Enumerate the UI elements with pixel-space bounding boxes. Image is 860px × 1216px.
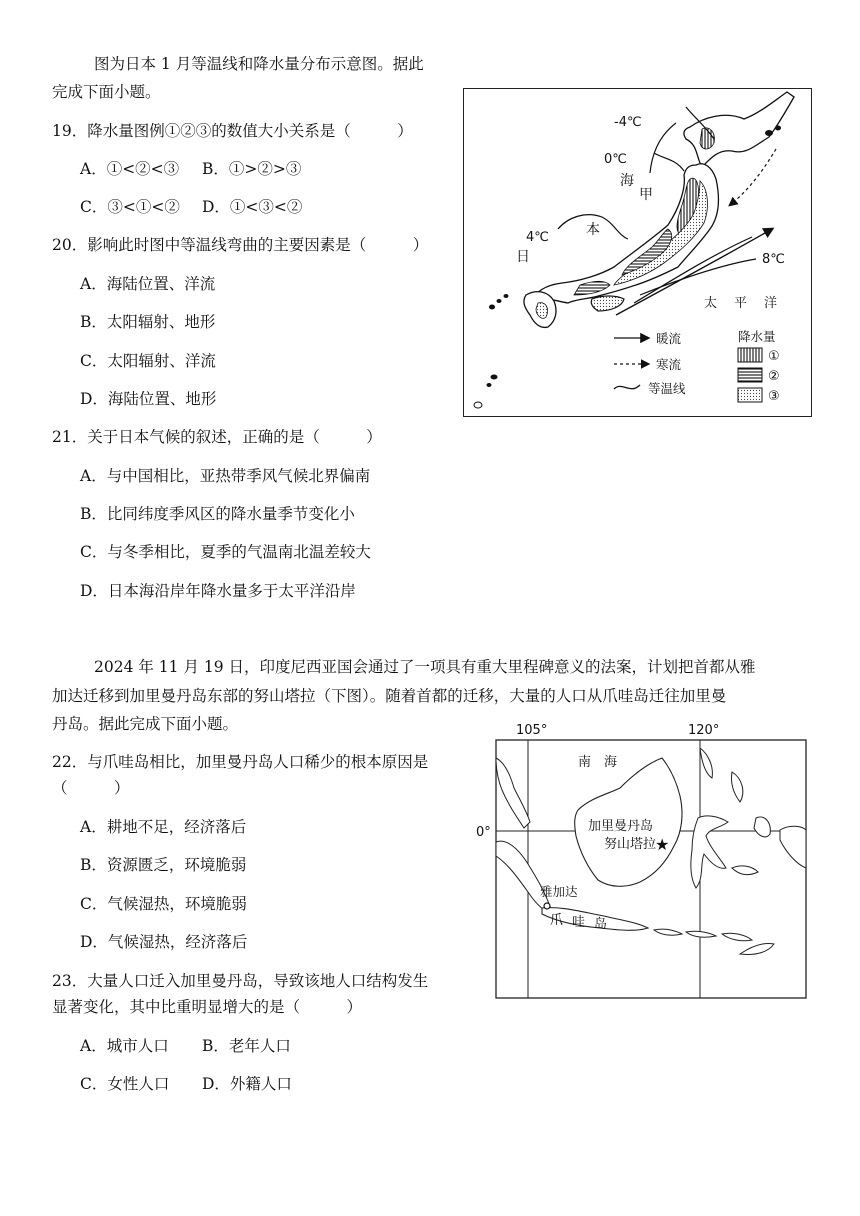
legend-precip-title: 降水量: [738, 329, 776, 344]
legend-precip-3-label: ③: [768, 389, 780, 404]
ryukyu-islet: [487, 383, 492, 387]
legend-precip-2-swatch: [738, 368, 762, 382]
q22-option-b: B．资源匮乏，环境脆弱: [80, 856, 247, 874]
pacific-label-char-ping: 平: [734, 296, 748, 311]
isotherm-label-4: 4℃: [526, 230, 549, 245]
jakarta-city-marker: [544, 903, 550, 909]
islet: [504, 294, 509, 298]
q19-option-b: B．①>②>③: [202, 160, 302, 178]
q23-option-c: C．女性人口: [80, 1075, 170, 1093]
location-jia-label: 甲: [639, 187, 653, 203]
q23-option-a: A．城市人口: [80, 1037, 169, 1055]
nusantara-star-icon: ★: [655, 835, 670, 854]
intro-2-line-2: 加达迁移到加里曼丹岛东部的努山塔拉（下图）。随着首都的迁移，大量的人口从爪哇岛迁往加里曼: [52, 687, 727, 705]
japan-map-legend: [614, 329, 780, 404]
q20-stem: 20．影响此时图中等温线弯曲的主要因素是（ ）: [52, 236, 429, 254]
sea-label-char-ri: 日: [516, 249, 530, 265]
sea-label-char-ben: 本: [586, 222, 600, 238]
kalimantan-label: 加里曼丹岛: [588, 819, 654, 834]
java-label-char-wa: 哇: [572, 915, 586, 930]
isotherm-0: [654, 153, 684, 171]
legend-precip-2-label: ②: [768, 369, 780, 384]
isotherm-label-minus4: -4℃: [614, 115, 642, 130]
q21-option-c: C．与冬季相比，夏季的气温南北温差较大: [80, 543, 371, 561]
q23-stem-line-2: 显著变化，其中比重明显增大的是（ ）: [52, 998, 363, 1016]
lat-label-0: 0°: [476, 825, 491, 840]
q23-stem-line-1: 23．大量人口迁入加里曼丹岛，导致该地人口结构发生: [52, 972, 429, 990]
java-label-char-zhua: 爪: [550, 913, 564, 928]
indonesia-map: [470, 718, 810, 1002]
q20-option-a: A．海陆位置、洋流: [80, 275, 216, 293]
isotherm-label-0: 0℃: [604, 152, 627, 167]
q22-stem-line-2: （ ）: [52, 779, 130, 797]
legend-precip-1-swatch: [738, 348, 762, 362]
ryukyu-islet: [474, 402, 482, 408]
q23-option-b: B．老年人口: [202, 1037, 291, 1055]
legend-precip-1-label: ①: [768, 349, 780, 364]
intro-1-line-1: 图为日本 1 月等温线和降水量分布示意图。据此: [94, 55, 424, 73]
warm-current-tsushima: [650, 123, 676, 173]
sea-label-char-hai: 海: [620, 173, 634, 189]
q20-option-d: D．海陆位置、地形: [80, 390, 217, 408]
q22-option-d: D．气候湿热，经济落后: [80, 933, 248, 951]
q20-option-b: B．太阳辐射、地形: [80, 313, 216, 331]
q21-option-a: A．与中国相比，亚热带季风气候北界偏南: [80, 467, 371, 485]
legend-isotherm-symbol: [614, 385, 640, 389]
q21-stem: 21．关于日本气候的叙述，正确的是（ ）: [52, 428, 382, 446]
south-china-sea-label: 南 海: [578, 755, 618, 770]
intro-2-line-3: 丹岛。据此完成下面小题。: [52, 715, 239, 733]
legend-precip-3-swatch: [738, 388, 762, 402]
q19-option-c: C．③<①<②: [80, 198, 180, 216]
islet: [489, 305, 495, 310]
islet: [497, 299, 502, 303]
kuril-island: [765, 130, 773, 136]
q21-option-d: D．日本海沿岸年降水量多于太平洋沿岸: [80, 582, 356, 600]
pacific-label-char-yang: 洋: [764, 296, 778, 311]
q22-stem-line-1: 22．与爪哇岛相比，加里曼丹岛人口稀少的根本原因是: [52, 753, 429, 771]
q19-option-a: A．①<②<③: [80, 160, 180, 178]
pacific-label-char-tai: 太: [704, 296, 718, 311]
jakarta-label: 雅加达: [540, 884, 578, 899]
japan-map-figure: [463, 88, 812, 417]
q20-option-c: C．太阳辐射、洋流: [80, 352, 216, 370]
kuril-island: [775, 126, 781, 131]
q19-stem: 19．降水量图例①②③的数值大小关系是（ ）: [52, 122, 413, 140]
q23-option-d: D．外籍人口: [202, 1075, 292, 1093]
lon-label-120: 120°: [688, 723, 720, 738]
isotherm-label-8: 8℃: [762, 252, 785, 267]
java-label-char-dao: 岛: [594, 917, 608, 932]
q21-option-b: B．比同纬度季风区的降水量季节变化小: [80, 505, 355, 523]
q22-option-a: A．耕地不足，经济落后: [80, 818, 247, 836]
cold-current-oyashio: [730, 149, 776, 205]
ryukyu-islet: [491, 375, 498, 380]
q22-option-c: C．气候湿热，环境脆弱: [80, 895, 247, 913]
legend-isotherm-label: 等温线: [648, 381, 686, 396]
nusantara-label: 努山塔拉: [604, 837, 657, 852]
q19-option-d: D．①<③<②: [202, 198, 303, 216]
indonesia-map-figure: [470, 718, 810, 1002]
intro-2-line-1: 2024 年 11 月 19 日，印度尼西亚国会通过了一项具有重大里程碑意义的法案，计划把首都从雅: [94, 658, 756, 676]
legend-cold-label: 寒流: [656, 357, 682, 372]
intro-1-line-2: 完成下面小题。: [52, 83, 161, 101]
shikoku-island: [591, 296, 624, 311]
legend-warm-label: 暖流: [656, 331, 682, 346]
japan-map: [464, 89, 811, 416]
lon-label-105: 105°: [516, 723, 548, 738]
